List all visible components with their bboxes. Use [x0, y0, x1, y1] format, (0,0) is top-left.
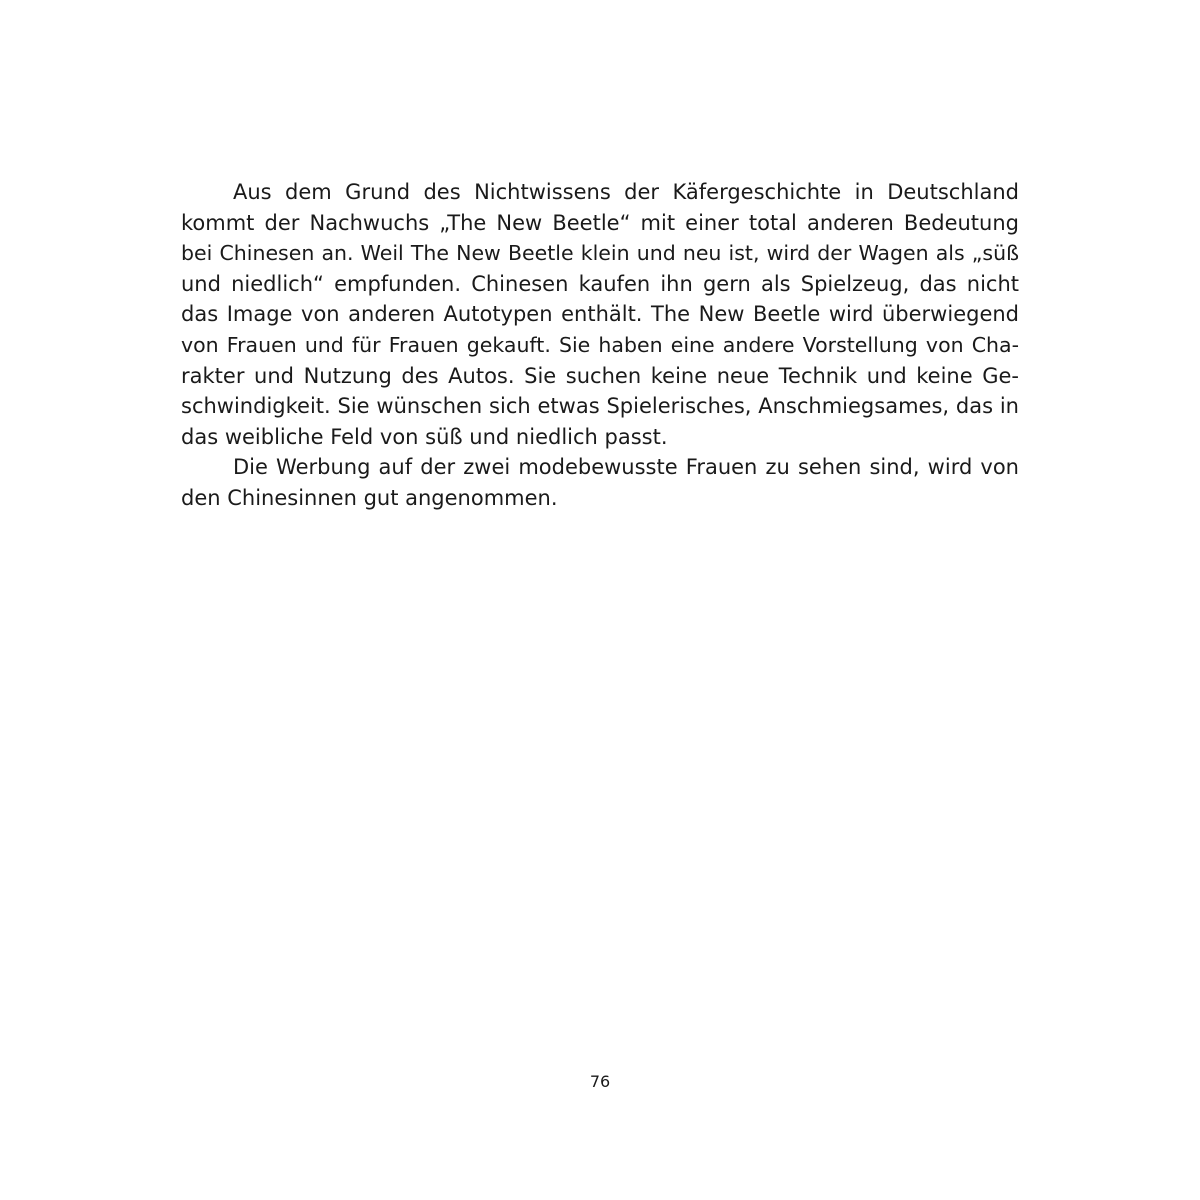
- text-line: den Chinesinnen gut angenommen.: [181, 485, 558, 510]
- text-line: kommt der Nachwuchs „The New Beetle“ mit einer total anderen Bedeutung: [181, 210, 1019, 235]
- paragraph-2: [181, 452, 1019, 513]
- page-number: 76: [589, 1072, 611, 1091]
- text-line: Die Werbung auf der zwei modebewusste Frauen zu sehen sind, wird von: [233, 455, 1019, 480]
- paragraph-1: [181, 177, 1019, 452]
- text-line: das weibliche Feld von süß und niedlich passt.: [181, 424, 668, 449]
- text-line: rakter und Nutzung des Autos. Sie suchen keine neue Technik und keine Ge-: [181, 363, 1019, 388]
- text-line: das Image von anderen Autotypen enthält. The New Beetle wird überwiegend: [181, 302, 1019, 327]
- text-line: von Frauen und für Frauen gekauft. Sie haben eine andere Vorstellung von Cha-: [181, 332, 1019, 357]
- body-text: [181, 177, 1019, 514]
- text-line: und niedlich“ empfunden. Chinesen kaufen ihn gern als Spielzeug, das nicht: [181, 271, 1019, 296]
- text-line: schwindigkeit. Sie wünschen sich etwas Spielerisches, Anschmiegsames, das in: [181, 394, 1019, 419]
- text-line: Aus dem Grund des Nichtwissens der Käfergeschichte in Deutschland: [233, 180, 1019, 204]
- text-line: bei Chinesen an. Weil The New Beetle klein und neu ist, wird der Wagen als „süß: [181, 241, 1019, 266]
